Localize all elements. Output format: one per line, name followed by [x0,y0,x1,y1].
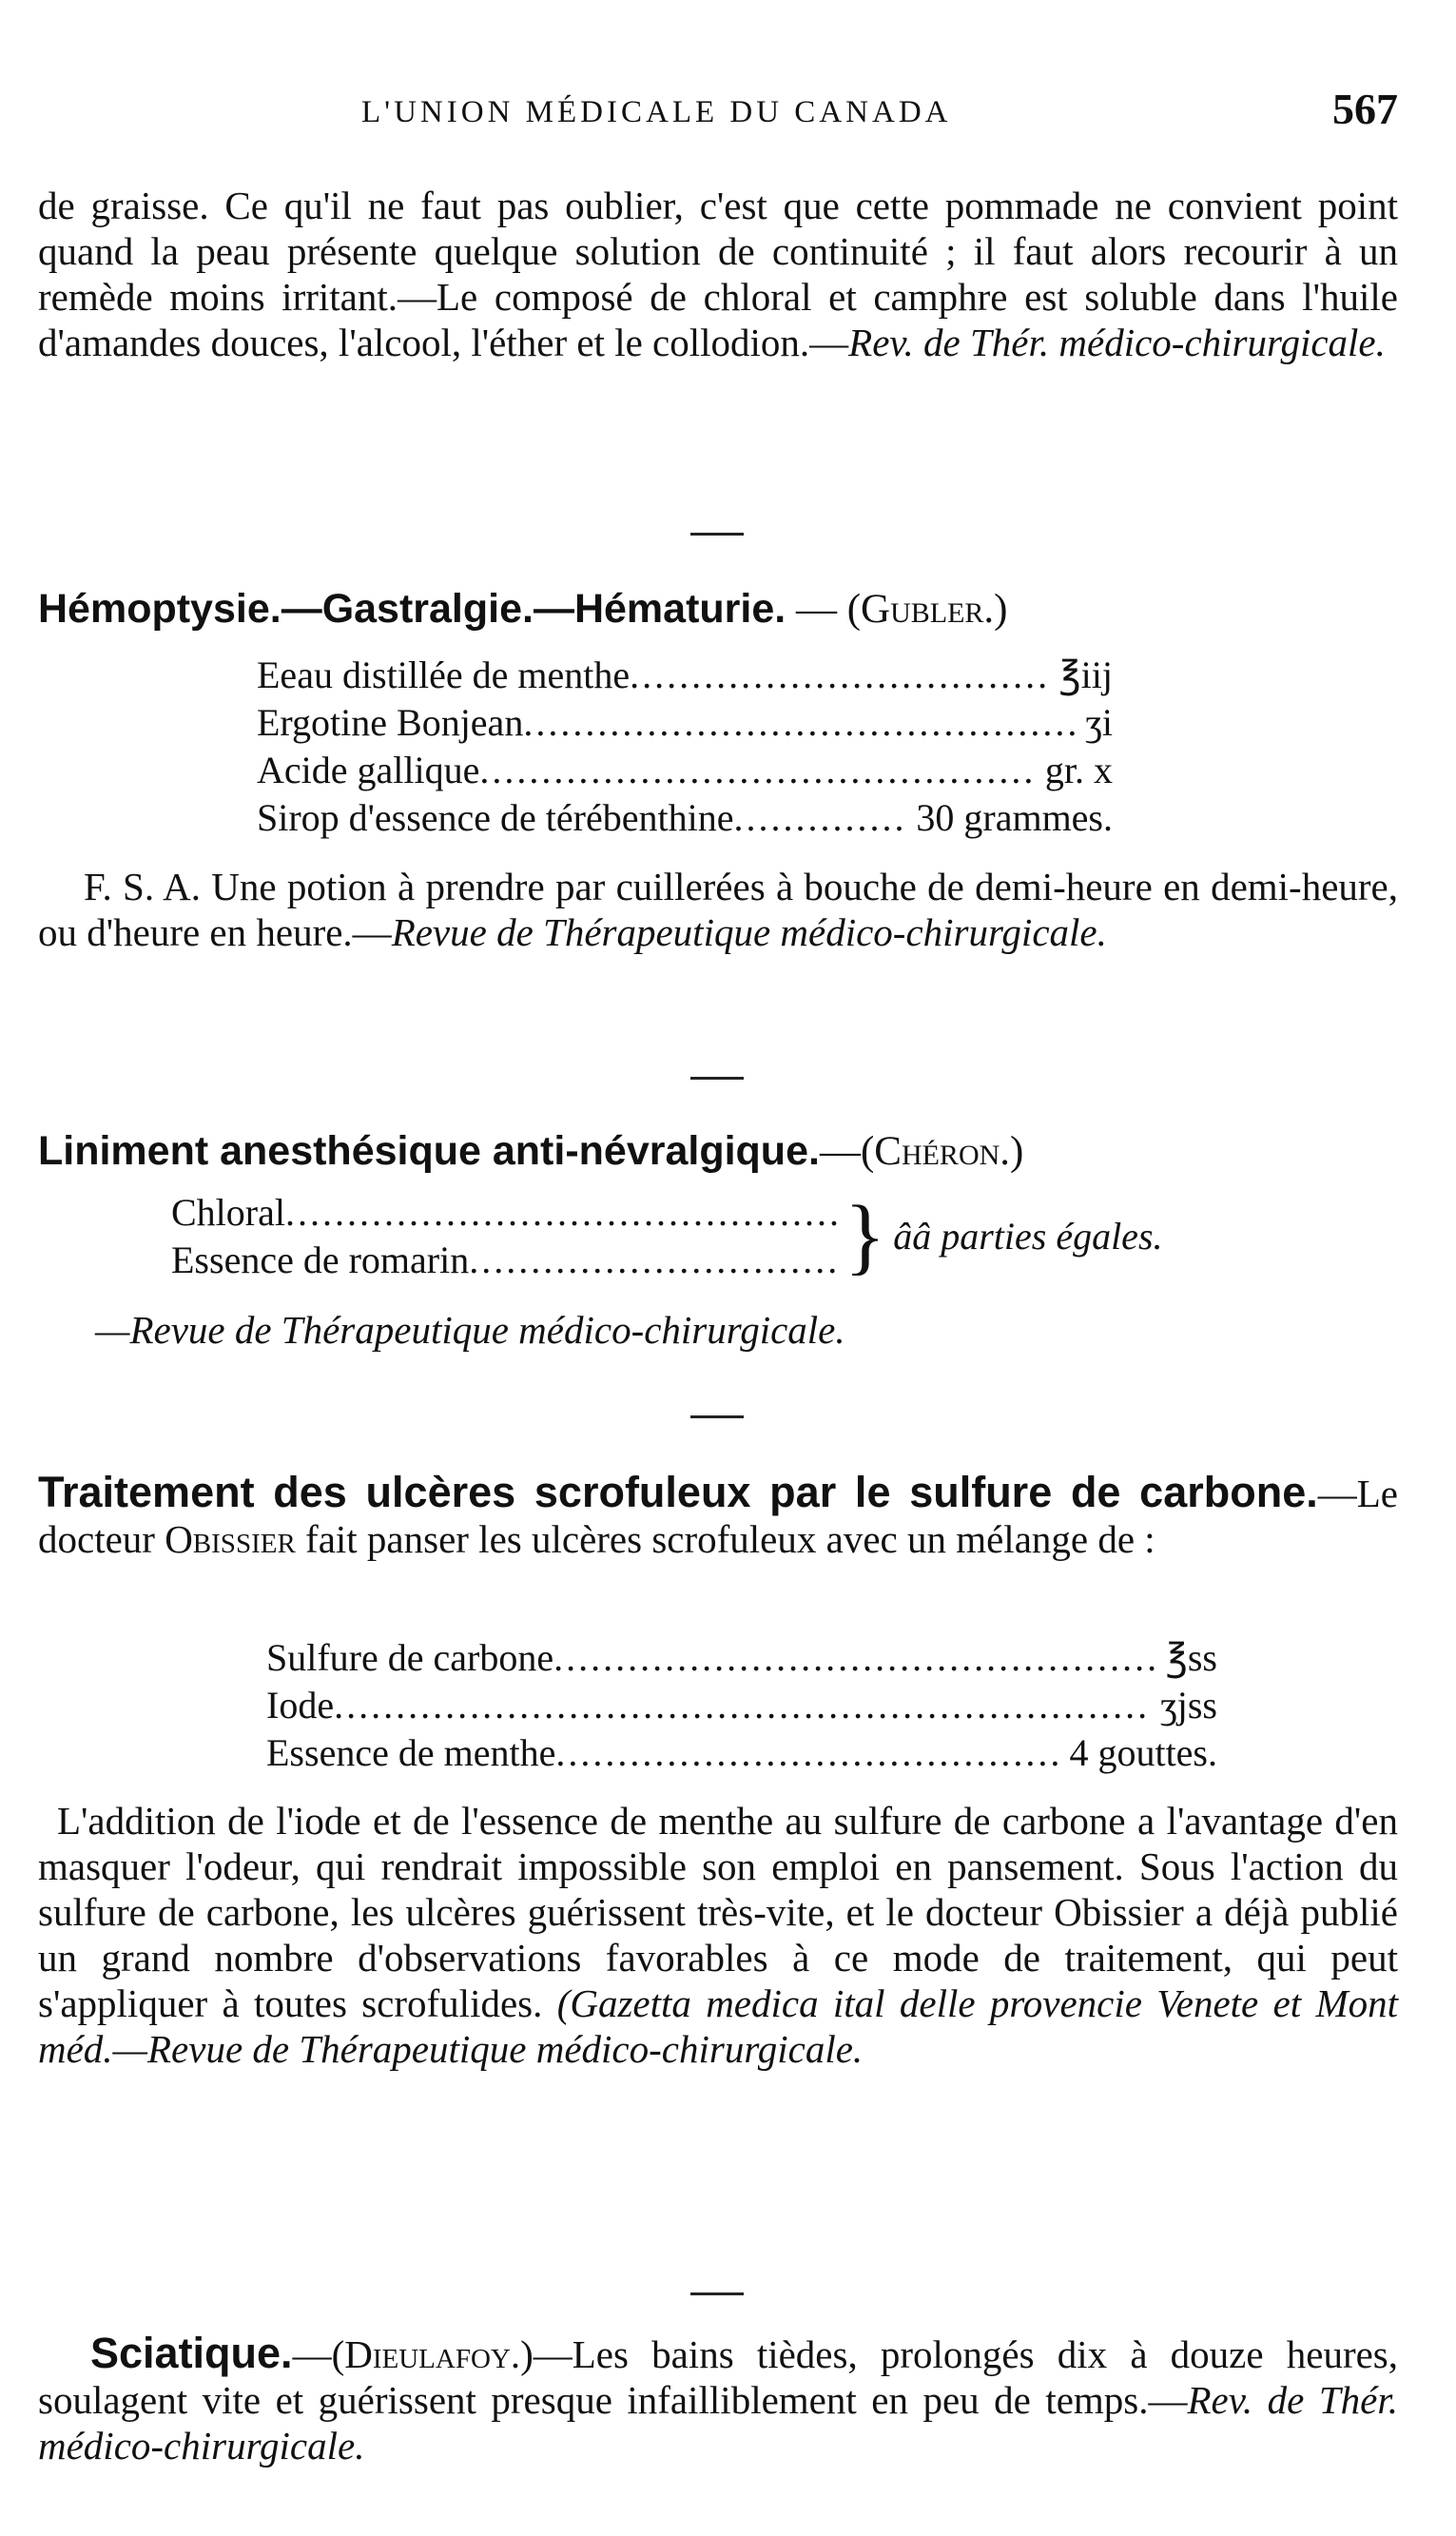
brace-icon: } [844,1189,886,1283]
section-title: Liniment anesthésique anti-névralgique. [38,1128,820,1174]
prescription-row: Acide gallique ..... gr. x [257,747,1113,794]
page-number: 567 [1332,85,1398,133]
paragraph-text: F. S. A. Une potion à prendre par cuillerées à bouche de demi-heure en demi-heure, ou d'heure en heure.— [38,865,1398,954]
section-title: Traitement des ulcères scrofuleux par le sulfure de carbone. [38,1468,1318,1516]
prescription-list [257,652,1113,842]
prescription-row: Chloral ..... [171,1189,837,1237]
section-liniment: Liniment anesthésique anti-névralgique.—(Chéron.) [38,1128,1024,1174]
continuation-paragraph [38,183,1398,365]
prescription-row: Essence de romarin ..... [171,1237,837,1284]
prescription-row: Sulfure de carbone ..... ℥ss [266,1634,1217,1682]
section-sciatique: Sciatique.—(Dieulafoy.)—Les bains tièdes, prolongés dix à douze heures, soulagent vite et guérissent presque infailliblement en peu de temps.—Rev. de Thér. médico-chirurgicale. [38,2329,1398,2468]
section-divider [690,533,744,536]
prescription-row: Eeau distillée de menthe ..... ℥iij [257,652,1113,699]
author-name: Obissier [165,1517,296,1561]
section-traitement-text [38,1798,1398,2072]
prescription-list [266,1634,1217,1777]
source-citation: (Gazetta medica ital delle provencie Venete et Mont méd.—Revue de Thérapeutique médico-chirurgicale. [38,1981,1399,2071]
section-divider [690,2292,744,2295]
brace-quantity: ââ parties égales. [893,1215,1163,1258]
section-liniment-source [95,1307,1455,1353]
paragraph-text: L'addition de l'iode et de l'essence de menthe au sulfure de carbone a l'avantage d'en masquer l'odeur, qui rendrait impossible son emploi en pansement. Sous l'action du sulfure de carbone, les ulcères guérissent très-vite, et le docteur Obissier a déjà publié un grand nombre d'observations favorables à ce mode de traitement, qui peut s'appliquer à toutes scrofulides. [38,1799,1398,2025]
source-citation: Revue de Thérapeutique médico-chirurgicale. [391,910,1107,954]
author-name: Dieulafoy. [344,2332,521,2376]
paragraph-text: de graisse. Ce qu'il ne faut pas oublier, c'est que cette pommade ne convient point quand la peau présente quelque solution de continuité ; il faut alors recourir à un remède moins irritant.—Le composé de chloral et camphre est soluble dans l'huile d'amandes douces, l'alcool, l'éther et le collodion.— [38,184,1398,364]
paragraph-text: —Les bains tièdes, prolongés dix à douze heures, soulagent vite et guérissent presque infailliblement en peu de temps.— [38,2332,1398,2422]
author-name: Gubler. [861,587,995,632]
source-citation: Rev. de Thér. médico-chirurgicale. [38,2378,1398,2468]
source-citation: —Revue de Thérapeutique médico-chirurgicale. [95,1308,845,1352]
author-name: Chéron. [874,1129,1011,1174]
prescription-row: Essence de menthe ..... 4 gouttes. [266,1729,1217,1777]
section-title: Sciatique. [90,2329,293,2377]
page-header [38,84,1398,141]
running-head: L'UNION MÉDICALE DU CANADA [361,95,952,129]
section-hemoptysie: Hémoptysie.—Gastralgie.—Hématurie. — (Gubler.) [38,586,1008,632]
prescription-row: Ergotine Bonjean ..... ʒi [257,699,1113,747]
prescription-row: Iode ..... ʒjss [266,1682,1217,1729]
section-divider [690,1415,744,1418]
section-hemoptysie-text [38,864,1398,955]
section-divider [690,1077,744,1080]
section-title: Hémoptysie.—Gastralgie.—Hématurie. [38,586,786,632]
section-traitement: Traitement des ulcères scrofuleux par le sulfure de carbone.—Le docteur Obissier fait panser les ulcères scrofuleux avec un mélange de : [38,1468,1398,1561]
source-citation: Rev. de Thér. médico-chirurgicale. [848,321,1386,364]
prescription-list [171,1189,1163,1284]
prescription-row: Sirop d'essence de térébenthine ..... 30 grammes. [257,794,1113,842]
